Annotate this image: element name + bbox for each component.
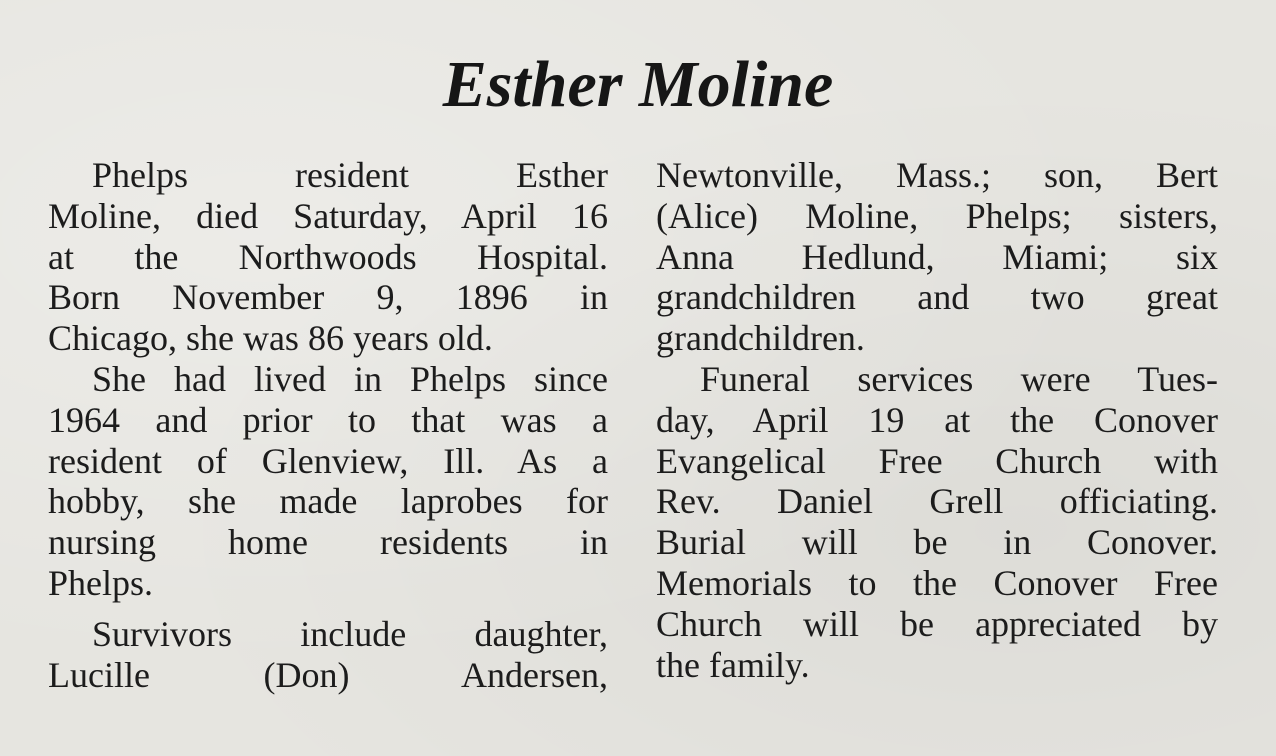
paragraph-funeral-services	[656, 359, 1218, 685]
text-line: Born November 9, 1896 in	[48, 277, 608, 318]
text-line: Funeral services were Tues-	[700, 358, 1218, 399]
text-line: grandchildren and two great	[656, 277, 1218, 318]
text-line: Survivors include daughter,	[92, 613, 608, 654]
text-line: Phelps.	[48, 562, 154, 603]
text-line: Evangelical Free Church with	[656, 440, 1218, 481]
text-line: Newtonville, Mass.; son, Bert	[656, 155, 1218, 195]
left-column	[48, 155, 608, 695]
text-line: She had lived in Phelps since	[92, 358, 608, 399]
paragraph-survivors-continued	[656, 155, 1218, 359]
text-line: Rev. Daniel Grell officiating.	[656, 481, 1218, 522]
text-line: Memorials to the Conover Free	[656, 562, 1218, 603]
paragraph-gap	[48, 604, 608, 614]
text-line: Phelps resident Esther	[92, 155, 608, 195]
text-line: Lucille (Don) Andersen,	[48, 654, 608, 695]
text-line: Church will be appreciated by	[656, 603, 1218, 644]
text-line: Moline, died Saturday, April 16	[48, 195, 608, 236]
text-line: hobby, she made laprobes for	[48, 481, 608, 522]
obituary-title: Esther Moline	[442, 48, 834, 121]
text-line: (Alice) Moline, Phelps; sisters,	[656, 195, 1218, 236]
text-line: the family.	[656, 644, 810, 685]
right-column	[656, 155, 1218, 685]
paragraph-survivors	[48, 614, 608, 696]
text-line: nursing home residents in	[48, 522, 608, 563]
text-line: Anna Hedlund, Miami; six	[656, 236, 1218, 277]
text-line: 1964 and prior to that was a	[48, 399, 608, 440]
text-line: day, April 19 at the Conover	[656, 399, 1218, 440]
text-line: at the Northwoods Hospital.	[48, 236, 608, 277]
text-line: resident of Glenview, Ill. As a	[48, 440, 608, 481]
text-line: Chicago, she was 86 years old.	[48, 318, 493, 359]
paragraph-biography	[48, 359, 608, 604]
text-line: grandchildren.	[656, 318, 865, 359]
text-line: Burial will be in Conover.	[656, 522, 1218, 563]
paragraph-death-notice	[48, 155, 608, 359]
